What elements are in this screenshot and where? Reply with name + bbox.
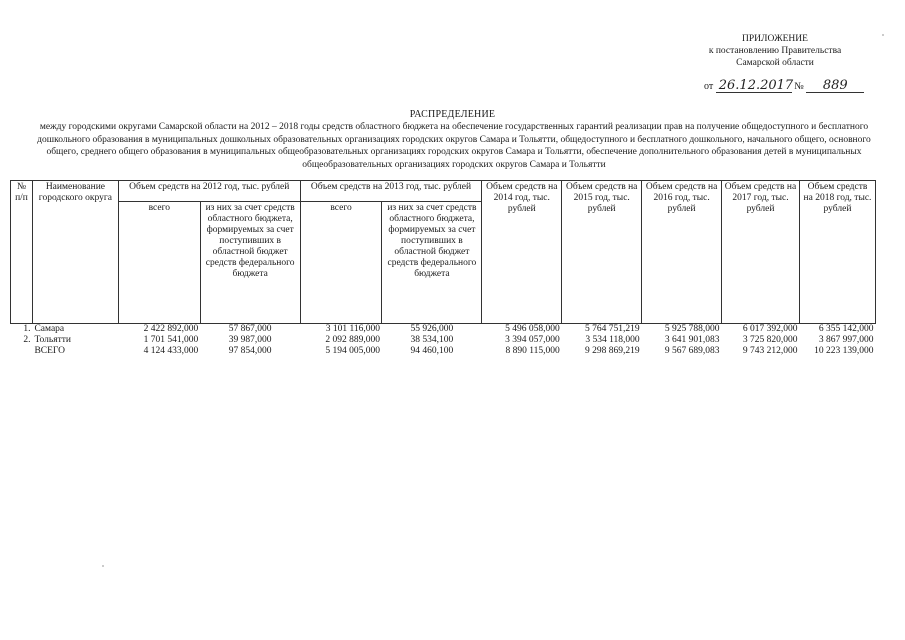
col-header-num: № п/п [11, 181, 33, 324]
date-prefix: от [704, 81, 714, 92]
cell-2013-federal: 38 534,100 [410, 335, 454, 345]
cell-2012-federal: 57 867,000 [228, 324, 272, 334]
row-district: ВСЕГО [34, 346, 66, 356]
cell-2015: 5 764 751,219 [585, 324, 640, 334]
scan-speck [882, 34, 884, 36]
cell-2013-total: 5 194 005,000 [325, 346, 380, 356]
cell-2014: 3 394 057,000 [505, 335, 560, 345]
row-district: Тольятти [34, 335, 71, 345]
row-num: 1. [23, 324, 31, 334]
document-title: РАСПРЕДЕЛЕНИЕ [409, 109, 496, 120]
col-header-2013-federal: из них за счет средств областного бюджета, формируемых за счет поступивших в областной бюджет средств федерального бюджета [382, 202, 482, 324]
col-header-2017: Объем средств на 2017 год, тыс. рублей [722, 181, 800, 324]
row-num: 2. [23, 335, 31, 345]
cell-2012-federal: 97 854,000 [228, 346, 272, 356]
col-header-2013: Объем средств на 2013 год, тыс. рублей [300, 181, 482, 202]
cell-2016: 5 925 788,000 [664, 324, 720, 334]
cell-2013-total: 3 101 116,000 [325, 324, 380, 334]
col-header-2012: Объем средств на 2012 год, тыс. рублей [118, 181, 300, 202]
appendix-block [680, 33, 870, 69]
col-header-2012-federal: из них за счет средств областного бюджета, формируемых за счет поступивших в областной бюджет средств федерального бюджета [200, 202, 300, 324]
cell-2013-federal: 94 460,100 [410, 346, 454, 356]
appendix-title: ПРИЛОЖЕНИЕ [742, 34, 808, 44]
scan-speck [102, 565, 104, 567]
decree-date-number [704, 80, 864, 93]
col-header-2013-total: всего [300, 202, 382, 324]
number-prefix: № [794, 81, 804, 92]
decree-date: 26.12.2017 [716, 80, 792, 93]
appendix-line: к постановлению Правительства [708, 46, 842, 56]
cell-2013-federal: 55 926,000 [410, 324, 454, 334]
row-num [11, 346, 33, 357]
cell-2012-total: 4 124 433,000 [143, 346, 199, 356]
col-header-2016: Объем средств на 2016 год, тыс. рублей [642, 181, 722, 324]
table-row-total [11, 346, 876, 357]
decree-number: 889 [806, 80, 864, 93]
document-subtitle: между городскими округами Самарской области на 2012 – 2018 годы средств областного бюджета на обеспечение государственных гарантий реализации прав на получение общедоступного и бесплатного дошкольного образования в муниципальных дошкольных образовательных организациях городских округов Самара и Тольятти, общедоступного и бесплатного дошкольного, начального общего, основного общего, среднего общего образования в муниципальных общеобразовательных организациях городских округов Самара и Тольятти, обеспечение дополнительного образования детей в муниципальных общеобразовательных организациях городских округов Самара и Тольятти [37, 122, 871, 170]
cell-2017: 6 017 392,000 [742, 324, 798, 334]
cell-2017: 3 725 820,000 [742, 335, 798, 345]
col-header-district: Наименование городского округа [32, 181, 118, 324]
cell-2012-federal: 39 987,000 [228, 335, 272, 345]
cell-2016: 3 641 901,083 [664, 335, 720, 345]
cell-2013-total: 2 092 889,000 [325, 335, 380, 345]
cell-2015: 3 534 118,000 [585, 335, 640, 345]
cell-2018: 3 867 997,000 [818, 335, 874, 345]
col-header-2018: Объем средств на 2018 год, тыс. рублей [799, 181, 875, 324]
appendix-line: Самарской области [736, 58, 814, 68]
cell-2018: 10 223 139,000 [814, 346, 874, 356]
cell-2012-total: 1 701 541,000 [143, 335, 199, 345]
cell-2015: 9 298 869,219 [585, 346, 640, 356]
table-row [11, 335, 876, 346]
cell-2014: 8 890 115,000 [505, 346, 560, 356]
distribution-table [10, 180, 876, 357]
cell-2014: 5 496 058,000 [505, 324, 560, 334]
cell-2016: 9 567 689,083 [664, 346, 720, 356]
cell-2018: 6 355 142,000 [818, 324, 874, 334]
cell-2012-total: 2 422 892,000 [143, 324, 199, 334]
col-header-2012-total: всего [118, 202, 200, 324]
cell-2017: 9 743 212,000 [742, 346, 798, 356]
col-header-2015: Объем средств на 2015 год, тыс. рублей [562, 181, 642, 324]
table-row [11, 324, 876, 336]
col-header-2014: Объем средств на 2014 год, тыс. рублей [482, 181, 562, 324]
row-district: Самара [34, 324, 65, 334]
